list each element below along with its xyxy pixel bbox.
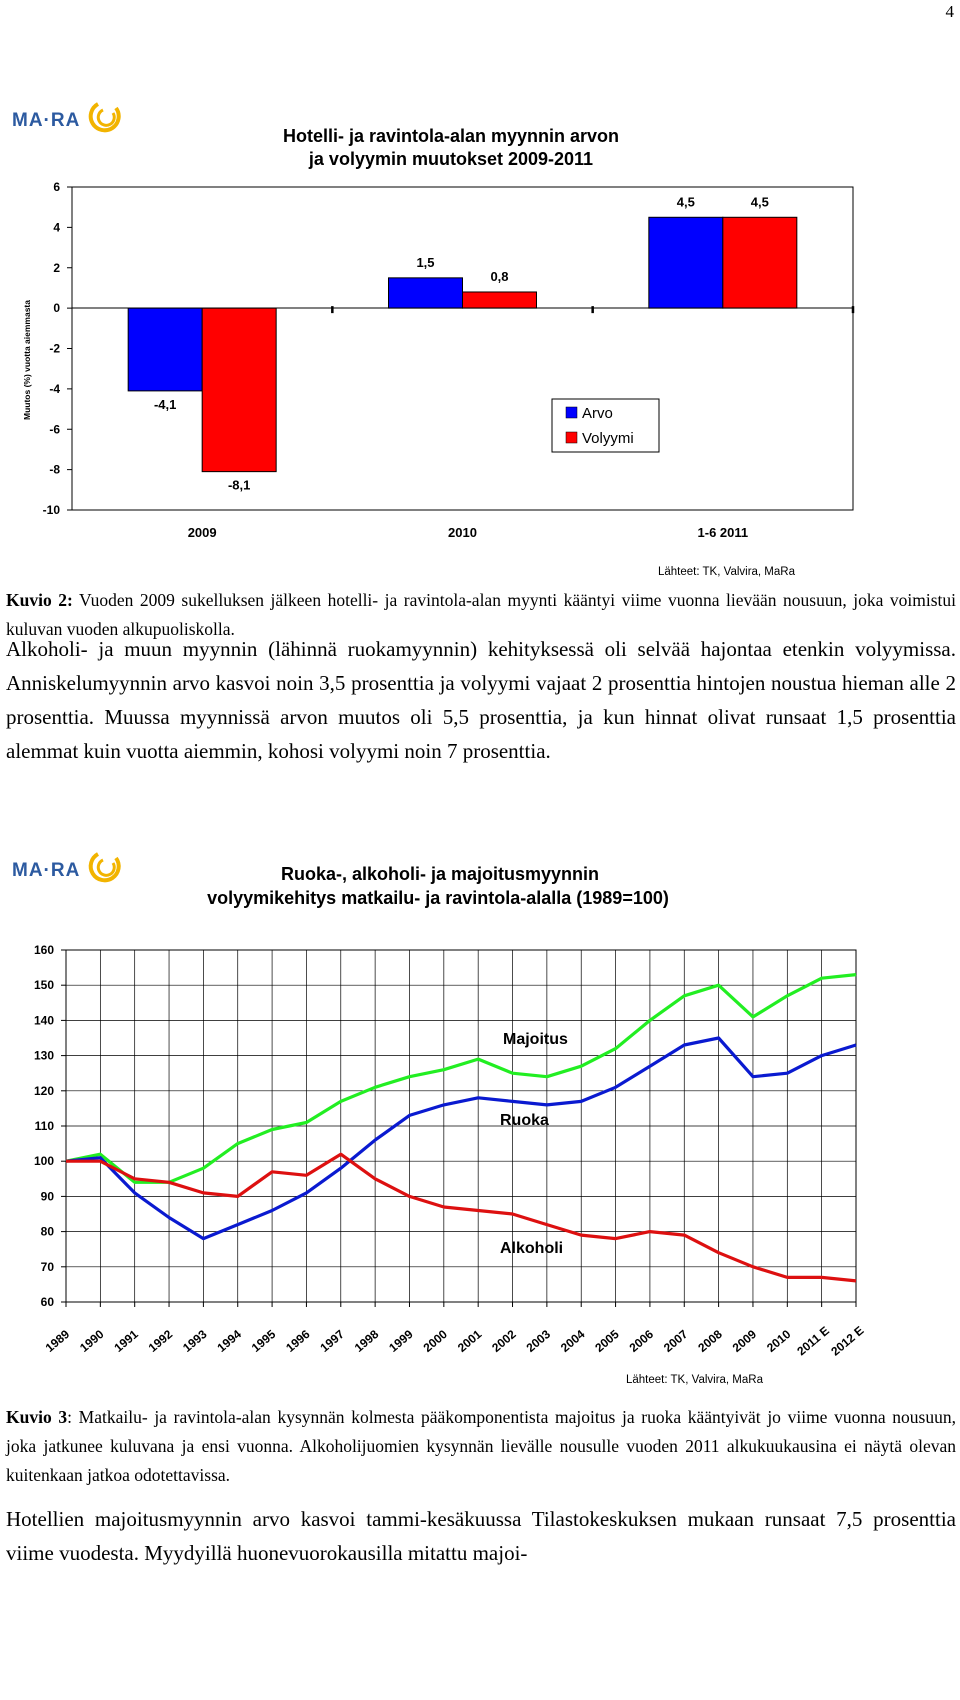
chart2-xtick-label: 1991 <box>111 1326 141 1355</box>
chart2-xtick-label: 2004 <box>557 1326 588 1355</box>
body-paragraph-1: Alkoholi- ja muun myynnin (lähinnä ruokamyynnin) kehityksessä oli selvää hajontaa etenkin volyymissa. Anniskelumyynnin arvo kasvoi noin 3,5 prosenttia ja volyymi vajaat 2 prosenttia hintojen noustua hieman alle 2 prosenttia. Muussa myynnissä arvon muutos oli 5,5 prosenttia, ja kun hinnat olivat runsaat 1,5 prosenttia alemmat kuin vuotta aiemmin, kohosi volyymi noin 7 prosenttia. <box>6 637 956 763</box>
chart2-xtick-label: 2003 <box>523 1326 554 1355</box>
chart1-ytick-label: 6 <box>53 180 60 194</box>
chart2-source: Lähteet: TK, Valvira, MaRa <box>625 1374 763 1386</box>
chart2-ytick-label: 150 <box>33 978 54 993</box>
mara-logo-text: MA·RA <box>12 110 81 131</box>
chart2-xtick-label: 2001 <box>454 1326 485 1355</box>
chart2-ytick-label: 90 <box>40 1189 54 1204</box>
chart2-xtick-label: 1990 <box>77 1326 107 1355</box>
chart2-ytick-label: 130 <box>33 1048 54 1063</box>
chart2-xtick-label: 2012 E <box>828 1323 867 1359</box>
data-label-arvo-0: -4,1 <box>153 396 177 412</box>
page-number: 4 <box>945 2 954 21</box>
chart2-xtick-label: 1995 <box>248 1326 279 1355</box>
chart2-xtick-label: 2009 <box>729 1326 760 1355</box>
chart2-ytick-label: 100 <box>33 1154 54 1169</box>
line-chart <box>0 855 900 1395</box>
figure2-caption-label: Kuvio 2: <box>6 590 73 610</box>
bar-arvo-1 <box>389 278 463 308</box>
chart2-ytick-label: 120 <box>33 1083 54 1098</box>
chart2-xtick-label: 2000 <box>420 1326 450 1355</box>
chart2-title-line1: Ruoka-, alkoholi- ja majoitusmyynnin <box>280 864 600 884</box>
bar-chart <box>0 110 880 580</box>
series-line-alkoholi <box>66 1154 856 1281</box>
series-line-majoitus <box>66 975 856 1183</box>
data-label-arvo-1: 1,5 <box>416 254 435 270</box>
chart1-xtick-label: 2010 <box>448 525 477 540</box>
chart2-xtick-label: 1994 <box>214 1326 244 1355</box>
chart2-xtick-label: 2011 E <box>794 1323 832 1359</box>
chart2-ytick-label: 80 <box>40 1224 54 1239</box>
chart1-ytick-label: -8 <box>49 462 60 477</box>
chart2-xtick-label: 1998 <box>351 1326 382 1355</box>
chart1-ytick-label: 0 <box>53 301 60 316</box>
data-label-volyymi-1: 0,8 <box>490 268 509 284</box>
chart1-xtick-label: 1-6 2011 <box>697 525 749 540</box>
data-label-volyymi-0: -8,1 <box>227 477 251 493</box>
chart1-title-line1: Hotelli- ja ravintola-alan myynnin arvon <box>282 126 620 146</box>
figure2-caption-text: Vuoden 2009 sukelluksen jälkeen hotelli- ja ravintola-alan myynti kääntyi viime vuonna lievään nousuun, joka voimistui kuluvan vuoden alkupuoliskolla. <box>6 590 956 639</box>
chart1-ytick-label: -10 <box>42 503 60 517</box>
chart2-xtick-label: 2002 <box>489 1326 519 1355</box>
chart2-xtick-label: 1997 <box>317 1326 347 1355</box>
bar-arvo-0 <box>128 308 202 391</box>
legend-label-volyymi: Volyymi <box>582 430 634 447</box>
chart1-ytick-label: -4 <box>49 381 60 396</box>
chart2-ytick-label: 140 <box>33 1013 54 1028</box>
series-label-majoitus: Majoitus <box>503 1031 568 1048</box>
chart1-xtick-label: 2009 <box>187 525 217 540</box>
chart1-ytick-label: -2 <box>49 341 60 356</box>
chart2-xtick-label: 1999 <box>386 1326 416 1355</box>
body-paragraph-2: Hotellien majoitusmyynnin arvo kasvoi tammi-kesäkuussa Tilastokeskuksen mukaan runsaat 7,5 prosenttia viime vuodesta. Myydyillä huonevuorokausilla mitattu majoi- <box>6 1507 956 1565</box>
chart2-ytick-label: 70 <box>40 1259 54 1274</box>
bar-volyymi-1 <box>463 292 537 308</box>
data-label-arvo-2: 4,5 <box>676 194 695 210</box>
chart1-legend <box>552 399 659 452</box>
chart1-ytick-label: 4 <box>53 220 60 235</box>
legend-label-arvo: Arvo <box>582 405 613 422</box>
chart2-xtick-label: 2008 <box>695 1326 725 1355</box>
bar-volyymi-2 <box>723 217 797 308</box>
legend-swatch-arvo <box>566 407 577 418</box>
bar-arvo-2 <box>649 217 723 308</box>
figure3-caption <box>6 1403 956 1490</box>
series-label-ruoka: Ruoka <box>500 1112 549 1129</box>
figure3-caption-text: : Matkailu- ja ravintola-alan kysynnän kolmesta pääkomponentista majoitus ja ruoka kääntyivät jo viime vuonna nousuun, joka jatkunee kuluvana ja ensi vuonna. Alkoholijuomien kysynnän lievälle nousulle vuoden 2011 alkukuukausina ei näytä olevan kuitenkaan jatkoa odotettavissa. <box>6 1407 956 1485</box>
legend-swatch-volyymi <box>566 432 577 443</box>
bar-volyymi-0 <box>202 308 276 472</box>
chart2-xtick-label: 2006 <box>626 1326 657 1355</box>
chart2-xtick-label: 1989 <box>42 1326 73 1355</box>
chart2-ytick-label: 160 <box>33 943 54 957</box>
mara-logo-text-2: MA·RA <box>12 860 81 881</box>
series-label-alkoholi: Alkoholi <box>500 1240 564 1257</box>
chart1-source: Lähteet: TK, Valvira, MaRa <box>657 566 795 578</box>
chart1-ytick-label: 2 <box>53 260 60 275</box>
chart2-xtick-label: 1996 <box>283 1326 313 1355</box>
chart2-xtick-label: 1992 <box>145 1326 176 1355</box>
chart1-ytick-label: -6 <box>49 422 60 437</box>
chart2-xtick-label: 1993 <box>180 1326 210 1355</box>
chart2-ytick-label: 110 <box>34 1119 54 1133</box>
chart2-xtick-label: 2005 <box>592 1326 622 1355</box>
chart1-ylabel: Muutos (%) vuotta aiemmasta <box>22 300 32 420</box>
chart2-xtick-label: 2010 <box>764 1326 794 1355</box>
chart2-ytick-label: 60 <box>40 1295 54 1309</box>
figure3-caption-label: Kuvio 3 <box>6 1407 68 1427</box>
chart1-title-line2: ja volyymin muutokset 2009-2011 <box>308 149 594 169</box>
chart2-xtick-label: 2007 <box>660 1326 691 1355</box>
chart2-title-line2: volyymikehitys matkailu- ja ravintola-alalla (1989=100) <box>207 888 669 908</box>
data-label-volyymi-2: 4,5 <box>750 194 769 210</box>
